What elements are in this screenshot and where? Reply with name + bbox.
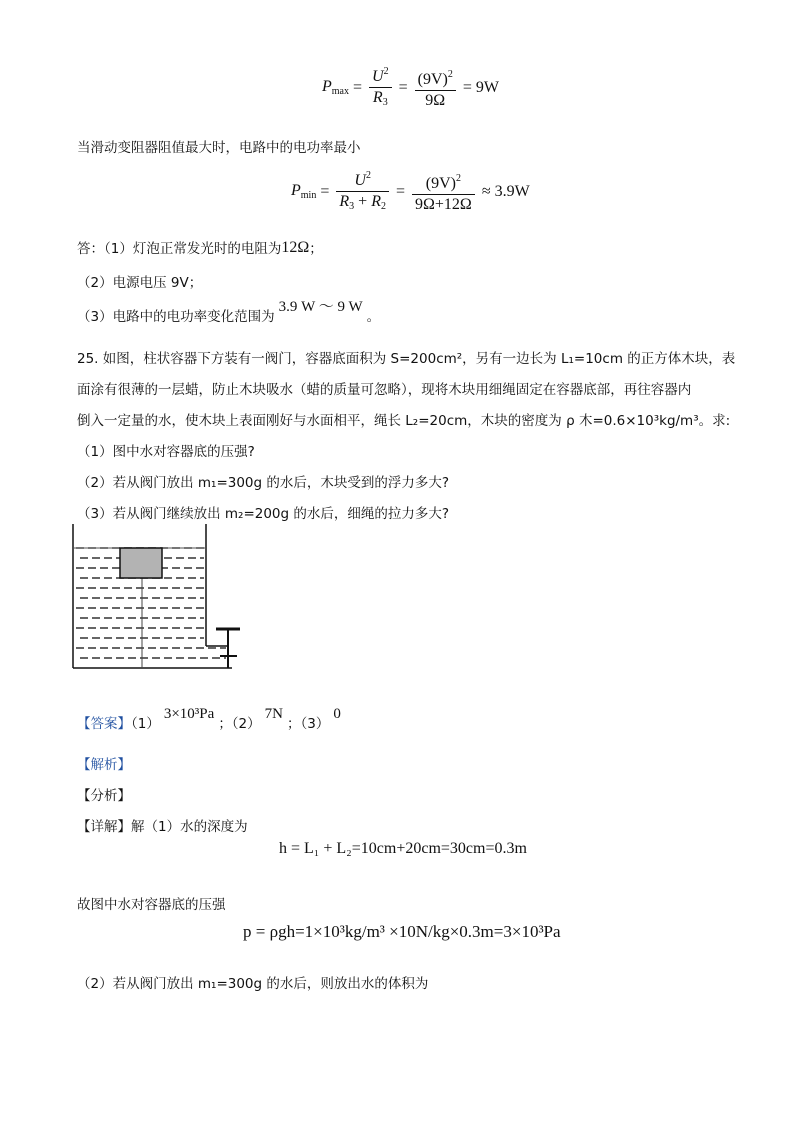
- answer-1-prefix: 答：（1）灯泡正常发光时的电阻为: [77, 241, 282, 257]
- eq-pmin-result: 3.9W: [494, 182, 530, 200]
- answer-2: （2）电源电压 9V；: [77, 275, 203, 291]
- eq-pmin-den1b: R: [371, 193, 381, 210]
- container-diagram: [70, 522, 250, 672]
- eq-pmin-approx: ≈: [481, 182, 491, 200]
- eq-pmin-lhs-sub: min: [300, 190, 317, 201]
- equation-pressure: p = ρgh=1×10³kg/m³ ×10N/kg×0.3m=3×10³Pa: [243, 922, 561, 941]
- answer-1-value: 12Ω: [281, 239, 310, 256]
- eq-pmax-num2-sup: 2: [447, 68, 453, 80]
- detail-line: [77, 815, 248, 835]
- eq-pmax-den1-sub: 3: [382, 97, 388, 108]
- answer-3: [77, 299, 381, 326]
- eq-pmax-lhs-sub: max: [331, 86, 349, 97]
- answer-3-prefix: （3）电路中的电功率变化范围为: [77, 309, 275, 325]
- eq-pmin-num1: U: [354, 172, 366, 189]
- equation-pmax: $P_{max}$ = $\frac{U^2}{R_3}$ = $\frac{(9V)^2}{9\Omega}$ = 9W: [322, 62, 499, 113]
- question-25-line3: 倒入一定量的水，使木块上表面刚好与水面相平，绳长 L₂=20cm，木块的密度为 ρ 木=0.6×10³kg/m³。求:: [77, 413, 731, 429]
- question-25-sub1: （1）图中水对容器底的压强?: [77, 444, 255, 460]
- fenxi-tag: 【分析】: [77, 788, 131, 804]
- text-pressure: 故图中水对容器底的压强: [77, 897, 226, 913]
- eq-pmax-result: 9W: [475, 78, 499, 96]
- question-25-sub2: （2）若从阀门放出 m₁=300g 的水后，木块受到的浮力多大?: [77, 475, 450, 491]
- wooden-block: [120, 548, 162, 578]
- question-25-sub3: （3）若从阀门继续放出 m₂=200g 的水后，细绳的拉力多大?: [77, 506, 450, 522]
- answer-line: [77, 706, 345, 733]
- eq-pmin-den1a: R: [339, 193, 350, 210]
- answer-p1: （1）: [131, 716, 160, 732]
- answer-p3: ；（3）: [287, 716, 330, 732]
- question-25-line2: 面涂有很薄的一层蜡，防止木块吸水（蜡的质量可忽略），现将木块用细绳固定在容器底部，再往容器内: [77, 382, 692, 398]
- analysis-tag: 【解析】: [77, 757, 131, 773]
- eq-pmin-den2: 9Ω+12Ω: [415, 195, 472, 213]
- text-min-intro: 当滑动变阻器阻值最大时，电路中的电功率最小: [77, 140, 361, 156]
- text-final: （2）若从阀门放出 m₁=300g 的水后，则放出水的体积为: [77, 976, 429, 992]
- answer-1-suffix: ；: [309, 241, 323, 257]
- answer-p2: ；（2）: [218, 716, 261, 732]
- eq-pmin-den1b-sub: 2: [380, 201, 386, 212]
- eq-pmin-lhs: P: [291, 182, 301, 199]
- answer-1: [77, 237, 323, 257]
- eq-pmax-frac2: [415, 65, 456, 111]
- answer-tag: 【答案】: [77, 716, 131, 732]
- eq-pmin-num2-sup: 2: [456, 172, 462, 184]
- eq-pmax-lhs: P: [322, 78, 332, 95]
- eq-pmax-num1: U: [372, 68, 384, 85]
- eq-pmin-frac2: [412, 169, 475, 215]
- eq-pmax-den1: R: [372, 89, 383, 106]
- answer-v1: 3×10³Pa: [163, 706, 215, 722]
- eq-pmin-num2: (9V): [425, 174, 457, 192]
- eq-pmin-frac1: $\frac{U^2}{R_3 + R_2}$: [336, 166, 389, 217]
- answer-v3: 0: [333, 706, 341, 722]
- eq-pmin-num1-sup: 2: [365, 170, 371, 181]
- eq-pmax-num1-sup: 2: [383, 66, 389, 77]
- question-25-line1: 25. 如图，柱状容器下方装有一阀门，容器底面积为 S=200cm²，另有一边长为 L₁=10cm 的正方体木块，表: [77, 351, 736, 367]
- answer-3-value: 3.9 W ～ 9 W: [278, 299, 363, 315]
- answer-3-suffix: 。: [366, 309, 381, 325]
- eq-pmax-num2: (9V): [417, 70, 448, 88]
- answer-v2: 7N: [264, 706, 283, 722]
- detail-tag: 【详解】: [77, 819, 131, 835]
- eq-pmax-frac1: [369, 62, 392, 113]
- eq-pmax-den2: 9Ω: [425, 91, 446, 109]
- detail-text: 解（1）水的深度为: [131, 819, 248, 835]
- equation-depth: h = L₁ + L₂=10cm+20cm=30cm=0.3m: [279, 840, 527, 857]
- eq-pmin-den1a-sub: 3: [349, 201, 355, 212]
- equation-pmin: $P_{min}$ = $\frac{U^2}{R_3 + R_2}$ = $\frac{(9V)^2}{9\Omega+12\Omega}$ ≈ 3.9W: [291, 166, 530, 217]
